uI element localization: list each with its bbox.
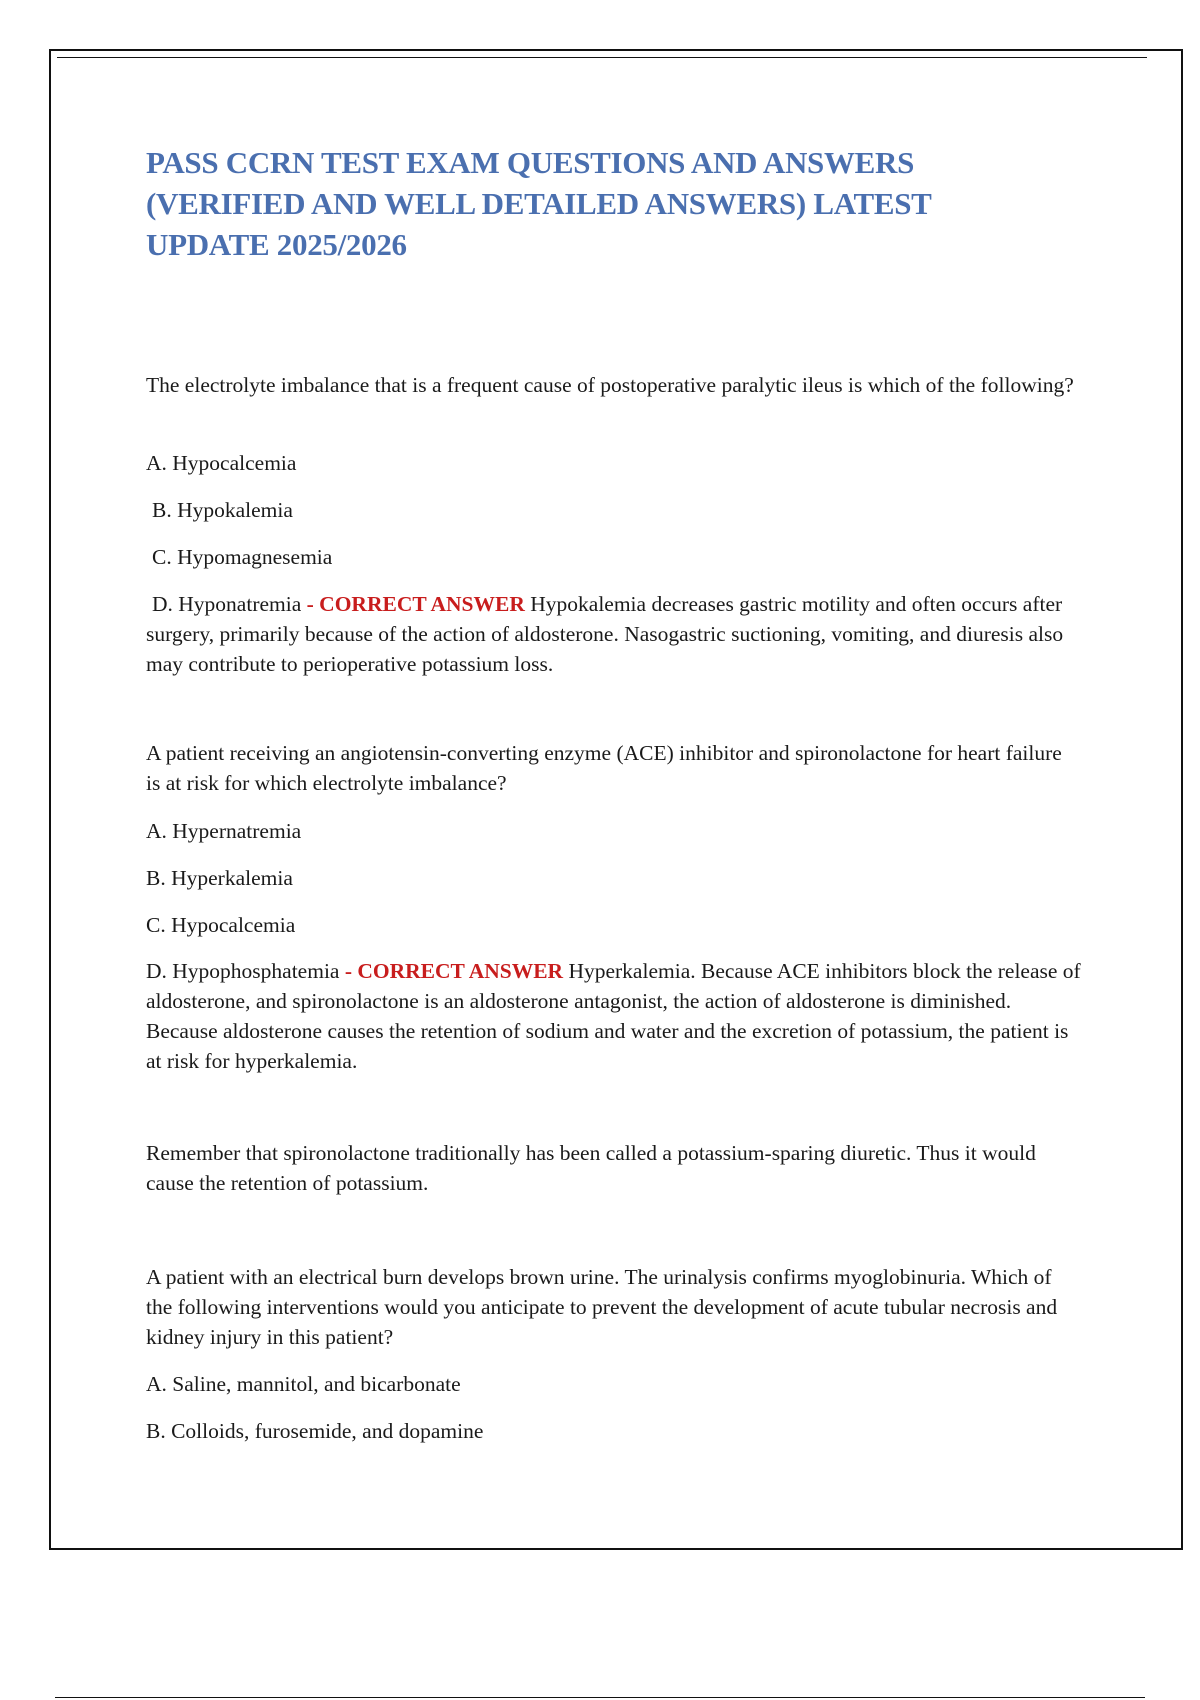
document-title: PASS CCRN TEST EXAM QUESTIONS AND ANSWERS (VERIFIED AND WELL DETAILED ANSWERS) LATEST UPDATE 2025/2026 — [146, 145, 932, 262]
question-3-option-b: B. Colloids, furosemide, and dopamine — [146, 1419, 484, 1443]
question-1-explanation: Hypokalemia decreases gastric motility and often occurs after surgery, primarily because of the action of aldosterone. Nasogastric suctioning, vomiting, and diuresis also may contribute to perioperative potassium loss. — [146, 592, 1064, 676]
question-1-option-a: A. Hypocalcemia — [146, 451, 297, 475]
question-3-prompt: A patient with an electrical burn develops brown urine. The urinalysis confirms myoglobinuria. Which of the following interventions would you anticipate to prevent the development of acute tubular necrosis and kidney injury in this patient? — [146, 1265, 1058, 1349]
question-1-prompt: The electrolyte imbalance that is a frequent cause of postoperative paralytic ileus is which of the following? — [146, 373, 1074, 397]
question-1-option-b: B. Hypokalemia — [152, 498, 293, 522]
question-2-option-b: B. Hyperkalemia — [146, 866, 293, 890]
question-1-answer — [146, 589, 1086, 679]
question-2-option-c: C. Hypocalcemia — [146, 913, 296, 937]
question-1-option-d: D. Hyponatremia — [152, 592, 302, 616]
footer-rule — [55, 1697, 1145, 1698]
question-2-prompt: A patient receiving an angiotensin-converting enzyme (ACE) inhibitor and spironolactone for heart failure is at risk for which electrolyte imbalance? — [146, 741, 1062, 795]
question-2-explanation: Hyperkalemia. Because ACE inhibitors block the release of aldosterone, and spironolactone is an aldosterone antagonist, the action of aldosterone is diminished. Because aldosterone causes the retention of sodium and water and the excretion of potassium, the patient is at risk for hyperkalemia. — [146, 959, 1081, 1073]
question-2-answer — [146, 956, 1086, 1076]
question-2-option-a: A. Hypernatremia — [146, 819, 302, 843]
question-3-option-a: A. Saline, mannitol, and bicarbonate — [146, 1372, 461, 1396]
question-2-option-d: D. Hypophosphatemia — [146, 959, 340, 983]
header-rule — [57, 57, 1147, 58]
correct-answer-tag: - CORRECT ANSWER — [344, 959, 564, 983]
question-2-note: Remember that spironolactone traditionally has been called a potassium-sparing diuretic. Thus it would cause the retention of potassium. — [146, 1141, 1036, 1195]
correct-answer-tag: - CORRECT ANSWER — [306, 592, 525, 616]
question-1-option-c: C. Hypomagnesemia — [152, 545, 333, 569]
